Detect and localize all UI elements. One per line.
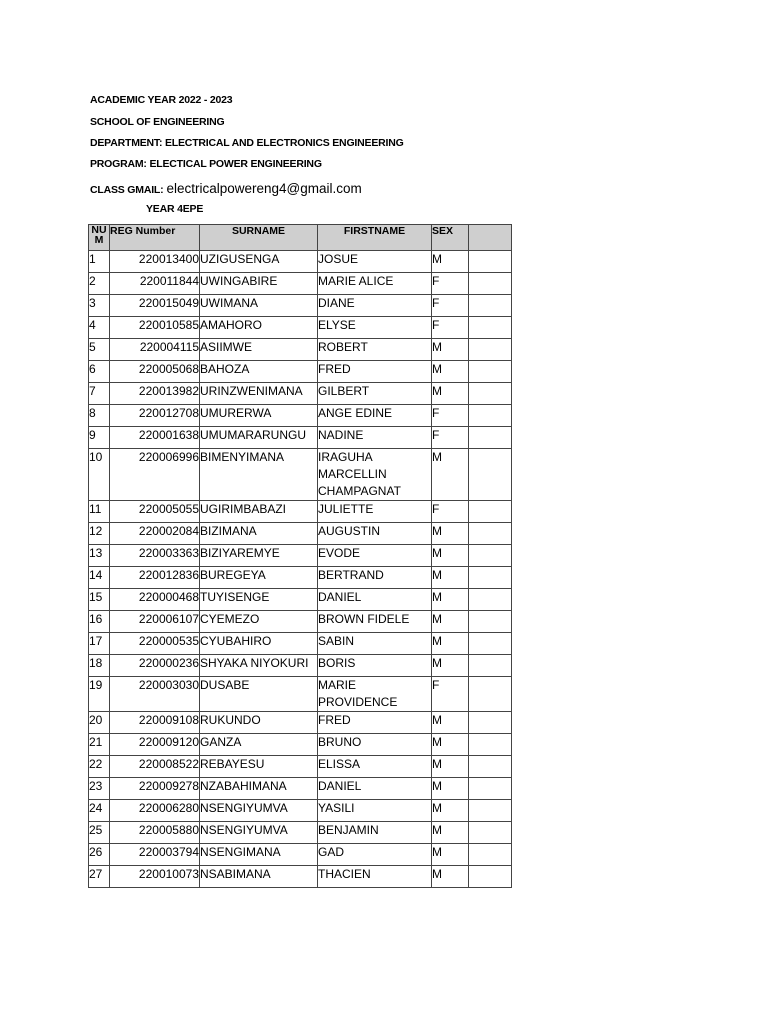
firstname-cell: BRUNO [318, 734, 432, 756]
table-header-row [89, 225, 512, 251]
row-number: 7 [89, 383, 110, 405]
row-number: 4 [89, 317, 110, 339]
reg-number-cell: 220006280 [110, 800, 200, 822]
surname-cell: RUKUNDO [200, 712, 318, 734]
firstname-cell: ANGE EDINE [318, 405, 432, 427]
reg-number-cell: 220008522 [110, 756, 200, 778]
reg-number-cell: 220015049 [110, 295, 200, 317]
sex-cell: F [432, 273, 469, 295]
sex-cell: M [432, 611, 469, 633]
sex-cell: M [432, 822, 469, 844]
row-number: 27 [89, 866, 110, 888]
firstname-cell: JOSUE [318, 251, 432, 273]
surname-cell: BIMENYIMANA [200, 449, 318, 501]
firstname-cell: DANIEL [318, 778, 432, 800]
sex-cell: M [432, 866, 469, 888]
surname-cell: BUREGEYA [200, 567, 318, 589]
table-row [89, 361, 512, 383]
firstname-cell: DANIEL [318, 589, 432, 611]
surname-cell: TUYISENGE [200, 589, 318, 611]
sex-cell: M [432, 251, 469, 273]
sex-cell: M [432, 361, 469, 383]
blank-cell [469, 844, 512, 866]
reg-number-cell: 220013982 [110, 383, 200, 405]
reg-number-cell: 220009278 [110, 778, 200, 800]
blank-cell [469, 339, 512, 361]
blank-cell [469, 383, 512, 405]
surname-cell: GANZA [200, 734, 318, 756]
reg-number-cell: 220003363 [110, 545, 200, 567]
table-row [89, 449, 512, 501]
blank-cell [469, 295, 512, 317]
table-row [89, 611, 512, 633]
surname-cell: REBAYESU [200, 756, 318, 778]
row-number: 19 [89, 677, 110, 712]
row-number: 9 [89, 427, 110, 449]
program-heading: PROGRAM: ELECTICAL POWER ENGINEERING [90, 158, 322, 170]
firstname-cell: MARIE ALICE [318, 273, 432, 295]
surname-cell: DUSABE [200, 677, 318, 712]
firstname-cell: GAD [318, 844, 432, 866]
row-number: 12 [89, 523, 110, 545]
surname-cell: SHYAKA NIYOKURI [200, 655, 318, 677]
sex-cell: M [432, 633, 469, 655]
row-number: 15 [89, 589, 110, 611]
blank-cell [469, 317, 512, 339]
row-number: 3 [89, 295, 110, 317]
surname-cell: NSENGIYUMVA [200, 822, 318, 844]
firstname-cell: NADINE [318, 427, 432, 449]
student-roster-table [88, 224, 512, 888]
sex-cell: F [432, 405, 469, 427]
reg-number-cell: 220004115 [110, 339, 200, 361]
class-gmail-address: electricalpowereng4@gmail.com [166, 181, 362, 196]
firstname-cell: AUGUSTIN [318, 523, 432, 545]
surname-cell: CYEMEZO [200, 611, 318, 633]
blank-cell [469, 611, 512, 633]
reg-number-cell: 220010073 [110, 866, 200, 888]
row-number: 20 [89, 712, 110, 734]
row-number: 24 [89, 800, 110, 822]
blank-cell [469, 756, 512, 778]
table-row [89, 317, 512, 339]
class-gmail-line [90, 181, 362, 196]
reg-number-cell: 220003030 [110, 677, 200, 712]
sex-cell: M [432, 756, 469, 778]
surname-cell: CYUBAHIRO [200, 633, 318, 655]
surname-cell: UGIRIMBABAZI [200, 501, 318, 523]
surname-cell: UMUMARARUNGU [200, 427, 318, 449]
blank-cell [469, 734, 512, 756]
row-number: 14 [89, 567, 110, 589]
firstname-cell: THACIEN [318, 866, 432, 888]
reg-number-cell: 220000236 [110, 655, 200, 677]
row-number: 16 [89, 611, 110, 633]
surname-cell: NZABAHIMANA [200, 778, 318, 800]
column-header-sex: SEX [432, 225, 469, 251]
surname-cell: AMAHORO [200, 317, 318, 339]
surname-cell: UWINGABIRE [200, 273, 318, 295]
sex-cell: M [432, 339, 469, 361]
column-header-firstname: FIRSTNAME [318, 225, 432, 251]
firstname-cell: FRED [318, 712, 432, 734]
reg-number-cell: 220002084 [110, 523, 200, 545]
sex-cell: F [432, 317, 469, 339]
firstname-cell: BERTRAND [318, 567, 432, 589]
column-header-surname: SURNAME [200, 225, 318, 251]
sex-cell: M [432, 800, 469, 822]
blank-cell [469, 501, 512, 523]
table-row [89, 734, 512, 756]
blank-cell [469, 866, 512, 888]
table-row [89, 712, 512, 734]
row-number: 8 [89, 405, 110, 427]
table-row [89, 295, 512, 317]
table-row [89, 427, 512, 449]
sex-cell: M [432, 734, 469, 756]
sex-cell: F [432, 295, 469, 317]
blank-cell [469, 273, 512, 295]
surname-cell: ASIIMWE [200, 339, 318, 361]
blank-cell [469, 251, 512, 273]
table-row [89, 778, 512, 800]
table-row [89, 844, 512, 866]
table-row [89, 633, 512, 655]
surname-cell: BIZIMANA [200, 523, 318, 545]
table-row [89, 589, 512, 611]
table-row [89, 501, 512, 523]
row-number: 5 [89, 339, 110, 361]
department-heading: DEPARTMENT: ELECTRICAL AND ELECTRONICS ENGINEERING [90, 137, 404, 149]
sex-cell: M [432, 712, 469, 734]
table-row [89, 567, 512, 589]
reg-number-cell: 220012836 [110, 567, 200, 589]
sex-cell: M [432, 567, 469, 589]
sex-cell: M [432, 545, 469, 567]
sex-cell: M [432, 523, 469, 545]
firstname-cell: JULIETTE [318, 501, 432, 523]
row-number: 10 [89, 449, 110, 501]
blank-cell [469, 545, 512, 567]
table-row [89, 383, 512, 405]
academic-year-heading: ACADEMIC YEAR 2022 - 2023 [90, 94, 233, 106]
row-number: 21 [89, 734, 110, 756]
row-number: 2 [89, 273, 110, 295]
blank-cell [469, 361, 512, 383]
sex-cell: M [432, 655, 469, 677]
surname-cell: NSENGIMANA [200, 844, 318, 866]
reg-number-cell: 220006996 [110, 449, 200, 501]
table-row [89, 523, 512, 545]
sex-cell: M [432, 449, 469, 501]
firstname-cell: ROBERT [318, 339, 432, 361]
table-row [89, 655, 512, 677]
school-heading: SCHOOL OF ENGINEERING [90, 116, 225, 128]
row-number: 23 [89, 778, 110, 800]
table-body [89, 251, 512, 888]
reg-number-cell: 220012708 [110, 405, 200, 427]
firstname-cell: YASILI [318, 800, 432, 822]
reg-number-cell: 220005068 [110, 361, 200, 383]
row-number: 13 [89, 545, 110, 567]
surname-cell: BIZIYAREMYE [200, 545, 318, 567]
reg-number-cell: 220005055 [110, 501, 200, 523]
reg-number-cell: 220010585 [110, 317, 200, 339]
sex-cell: M [432, 844, 469, 866]
surname-cell: UWIMANA [200, 295, 318, 317]
firstname-cell: BENJAMIN [318, 822, 432, 844]
table-row [89, 273, 512, 295]
blank-cell [469, 712, 512, 734]
table-row [89, 822, 512, 844]
column-header-reg-number: REG Number [110, 225, 200, 251]
firstname-cell: GILBERT [318, 383, 432, 405]
reg-number-cell: 220003794 [110, 844, 200, 866]
firstname-cell: EVODE [318, 545, 432, 567]
row-number: 18 [89, 655, 110, 677]
blank-cell [469, 633, 512, 655]
blank-cell [469, 589, 512, 611]
firstname-cell: FRED [318, 361, 432, 383]
table-row [89, 866, 512, 888]
firstname-cell: BROWN FIDELE [318, 611, 432, 633]
row-number: 22 [89, 756, 110, 778]
row-number: 17 [89, 633, 110, 655]
reg-number-cell: 220001638 [110, 427, 200, 449]
row-number: 26 [89, 844, 110, 866]
firstname-cell: ELYSE [318, 317, 432, 339]
reg-number-cell: 220011844 [110, 273, 200, 295]
surname-cell: UZIGUSENGA [200, 251, 318, 273]
reg-number-cell: 220009120 [110, 734, 200, 756]
blank-cell [469, 449, 512, 501]
blank-cell [469, 405, 512, 427]
year-heading: YEAR 4EPE [146, 203, 204, 215]
reg-number-cell: 220009108 [110, 712, 200, 734]
blank-cell [469, 677, 512, 712]
table-row [89, 405, 512, 427]
table-row [89, 251, 512, 273]
table-row [89, 339, 512, 361]
sex-cell: M [432, 383, 469, 405]
surname-cell: NSABIMANA [200, 866, 318, 888]
firstname-cell: BORIS [318, 655, 432, 677]
firstname-cell: SABIN [318, 633, 432, 655]
reg-number-cell: 220000468 [110, 589, 200, 611]
blank-cell [469, 655, 512, 677]
reg-number-cell: 220005880 [110, 822, 200, 844]
reg-number-cell: 220006107 [110, 611, 200, 633]
firstname-cell: DIANE [318, 295, 432, 317]
sex-cell: M [432, 589, 469, 611]
sex-cell: M [432, 778, 469, 800]
blank-cell [469, 567, 512, 589]
blank-cell [469, 778, 512, 800]
sex-cell: F [432, 501, 469, 523]
surname-cell: NSENGIYUMVA [200, 800, 318, 822]
table-row [89, 545, 512, 567]
table-row [89, 800, 512, 822]
surname-cell: BAHOZA [200, 361, 318, 383]
sex-cell: F [432, 677, 469, 712]
blank-cell [469, 800, 512, 822]
row-number: 25 [89, 822, 110, 844]
reg-number-cell: 220000535 [110, 633, 200, 655]
row-number: 11 [89, 501, 110, 523]
table-row [89, 756, 512, 778]
firstname-cell: ELISSA [318, 756, 432, 778]
blank-cell [469, 822, 512, 844]
column-header-num: NU M [89, 225, 110, 251]
column-header-blank [469, 225, 512, 251]
row-number: 6 [89, 361, 110, 383]
blank-cell [469, 427, 512, 449]
surname-cell: URINZWENIMANA [200, 383, 318, 405]
firstname-cell: IRAGUHA MARCELLIN CHAMPAGNAT [318, 449, 432, 501]
row-number: 1 [89, 251, 110, 273]
surname-cell: UMURERWA [200, 405, 318, 427]
reg-number-cell: 220013400 [110, 251, 200, 273]
class-gmail-label: CLASS GMAIL: [90, 184, 164, 196]
table-row [89, 677, 512, 712]
sex-cell: F [432, 427, 469, 449]
firstname-cell: MARIE PROVIDENCE [318, 677, 432, 712]
blank-cell [469, 523, 512, 545]
